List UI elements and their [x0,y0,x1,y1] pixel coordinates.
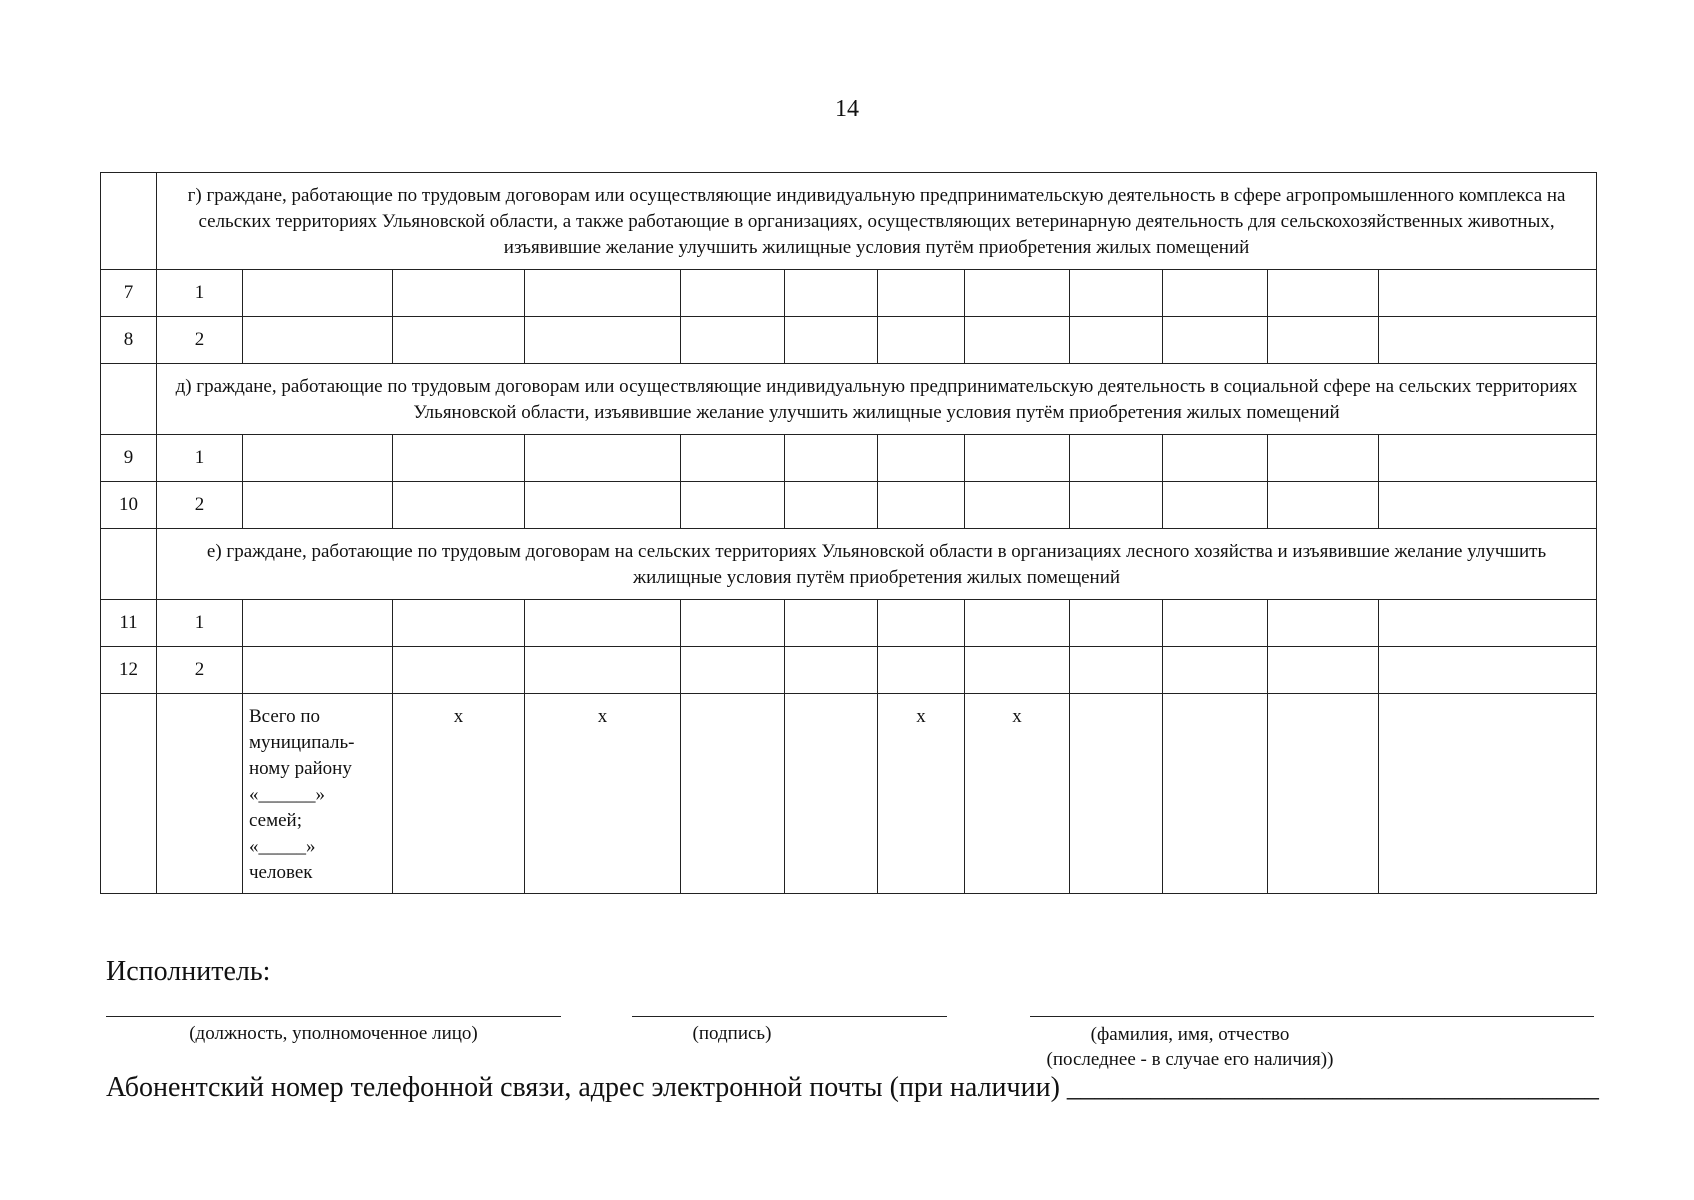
table-cell[interactable] [681,694,785,894]
total-label-line: человек [249,862,313,883]
table-cell[interactable] [1379,482,1597,529]
row-number: 7 [101,270,157,317]
section-row-e [101,529,1597,600]
table-cell[interactable] [1163,482,1268,529]
table-cell[interactable] [1070,317,1163,364]
caption-name-line-1: (фамилия, имя, отчество [1090,1024,1290,1045]
table-cell[interactable] [1268,482,1379,529]
table-cell[interactable] [878,600,965,647]
position-signature-line[interactable] [106,1016,561,1017]
page-number: 14 [835,96,859,122]
table-cell[interactable] [243,647,393,694]
table-cell[interactable] [393,435,525,482]
caption-name-line-2: (последнее - в случае его наличия)) [1046,1049,1334,1070]
table-cell[interactable] [878,270,965,317]
table-cell[interactable] [1268,647,1379,694]
table-cell[interactable] [1163,435,1268,482]
row-subnumber: 1 [157,270,243,317]
table-cell[interactable] [1379,270,1597,317]
table-cell[interactable] [243,435,393,482]
x-mark: х [878,694,965,894]
contact-label: Абонентский номер телефонной связи, адрес электронной почты (при наличии) [106,1072,1060,1103]
table-cell[interactable] [785,317,878,364]
table-row [101,482,1597,529]
table-cell[interactable] [878,482,965,529]
row-number: 10 [101,482,157,529]
table-cell[interactable] [243,270,393,317]
table-cell[interactable] [681,435,785,482]
section-row-d [101,364,1597,435]
signature-line[interactable] [632,1016,947,1017]
row-number: 12 [101,647,157,694]
table-cell[interactable] [1379,694,1597,894]
x-mark: х [393,694,525,894]
row-subnumber: 1 [157,435,243,482]
total-label [243,694,393,894]
table-row [101,317,1597,364]
table-cell[interactable] [785,270,878,317]
executor-label: Исполнитель: [106,956,271,987]
table-cell[interactable] [1070,482,1163,529]
table-cell[interactable] [1379,600,1597,647]
empty-cell [157,694,243,894]
total-label-line: ному району [249,758,352,779]
row-number: 8 [101,317,157,364]
caption-signature: (подпись) [692,1023,772,1044]
table-cell[interactable] [681,270,785,317]
table-cell[interactable] [243,600,393,647]
table-cell[interactable] [1070,694,1163,894]
table-cell[interactable] [243,317,393,364]
table-cell[interactable] [525,270,681,317]
table-cell[interactable] [785,435,878,482]
section-row-g [101,173,1597,270]
table-cell[interactable] [965,270,1070,317]
row-subnumber: 2 [157,647,243,694]
total-label-line: семей; [249,810,303,831]
table-cell[interactable] [878,317,965,364]
persons-count-blank[interactable]: «_____» [249,836,316,857]
table-cell[interactable] [1070,270,1163,317]
table-cell[interactable] [1070,600,1163,647]
table-cell[interactable] [525,482,681,529]
table-cell[interactable] [1268,270,1379,317]
section-heading-d: д) граждане, работающие по трудовым договорам или осуществляющие индивидуальную предпринимательскую деятельность в социальной сфере на сельских территориях Ульяновской области, изъявившие желание улучшить жилищные условия путём приобретения жилых помещений [157,364,1597,435]
total-row [101,694,1597,894]
table-cell[interactable] [243,482,393,529]
table-cell[interactable] [525,317,681,364]
families-table [100,172,1597,894]
table-cell[interactable] [1268,317,1379,364]
row-subnumber: 2 [157,482,243,529]
table-cell[interactable] [785,647,878,694]
table-cell[interactable] [1070,647,1163,694]
caption-position: (должность, уполномоченное лицо) [189,1023,478,1044]
table-cell[interactable] [393,600,525,647]
contact-row [106,1072,1599,1104]
table-cell[interactable] [965,482,1070,529]
table-cell[interactable] [965,317,1070,364]
table-cell[interactable] [525,647,681,694]
x-mark: х [525,694,681,894]
table-cell[interactable] [1163,270,1268,317]
table-cell[interactable] [393,317,525,364]
table-cell[interactable] [1268,694,1379,894]
table-cell[interactable] [1268,435,1379,482]
empty-cell [101,364,157,435]
table-row [101,435,1597,482]
table-cell[interactable] [681,317,785,364]
families-count-blank[interactable]: «______» [249,784,325,805]
total-label-line: муниципаль- [249,732,355,753]
table-cell[interactable] [785,694,878,894]
x-mark: х [965,694,1070,894]
table-cell[interactable] [393,270,525,317]
total-label-line: Всего по [249,706,321,727]
table-cell[interactable] [785,600,878,647]
table-cell[interactable] [878,435,965,482]
table-cell[interactable] [965,435,1070,482]
table-cell[interactable] [965,600,1070,647]
table-cell[interactable] [878,647,965,694]
table-row [101,647,1597,694]
table-cell[interactable] [1268,600,1379,647]
empty-cell [101,694,157,894]
table-cell[interactable] [965,647,1070,694]
table-row [101,270,1597,317]
table-cell[interactable] [1163,694,1268,894]
table-cell[interactable] [681,482,785,529]
table-cell[interactable] [1070,435,1163,482]
table-row [101,600,1597,647]
table-cell[interactable] [1379,647,1597,694]
table-cell[interactable] [525,600,681,647]
table-cell[interactable] [393,647,525,694]
contact-input-blank[interactable]: ______________________________________ [1066,1072,1599,1103]
table-cell[interactable] [1163,647,1268,694]
row-subnumber: 1 [157,600,243,647]
full-name-line[interactable] [1030,1016,1594,1017]
table-cell[interactable] [393,482,525,529]
table-cell[interactable] [785,482,878,529]
section-heading-e: е) граждане, работающие по трудовым договорам на сельских территориях Ульяновской области в организациях лесного хозяйства и изъявившие желание улучшить жилищные условия путём приобретения жилых помещений [157,529,1597,600]
section-heading-g: г) граждане, работающие по трудовым договорам или осуществляющие индивидуальную предпринимательскую деятельность в сфере агропромышленного комплекса на сельских территориях Ульяновской области, а также работающие в организациях, осуществляющих ветеринарную деятельность для сельскохозяйственных животных, изъявившие желание улучшить жилищные условия путём приобретения жилых помещений [157,173,1597,270]
table-cell[interactable] [1379,317,1597,364]
empty-cell [101,529,157,600]
row-number: 9 [101,435,157,482]
table-cell[interactable] [1163,600,1268,647]
table-cell[interactable] [681,600,785,647]
table-cell[interactable] [1379,435,1597,482]
table-cell[interactable] [681,647,785,694]
row-subnumber: 2 [157,317,243,364]
table-cell[interactable] [1163,317,1268,364]
row-number: 11 [101,600,157,647]
table-cell[interactable] [525,435,681,482]
empty-cell [101,173,157,270]
